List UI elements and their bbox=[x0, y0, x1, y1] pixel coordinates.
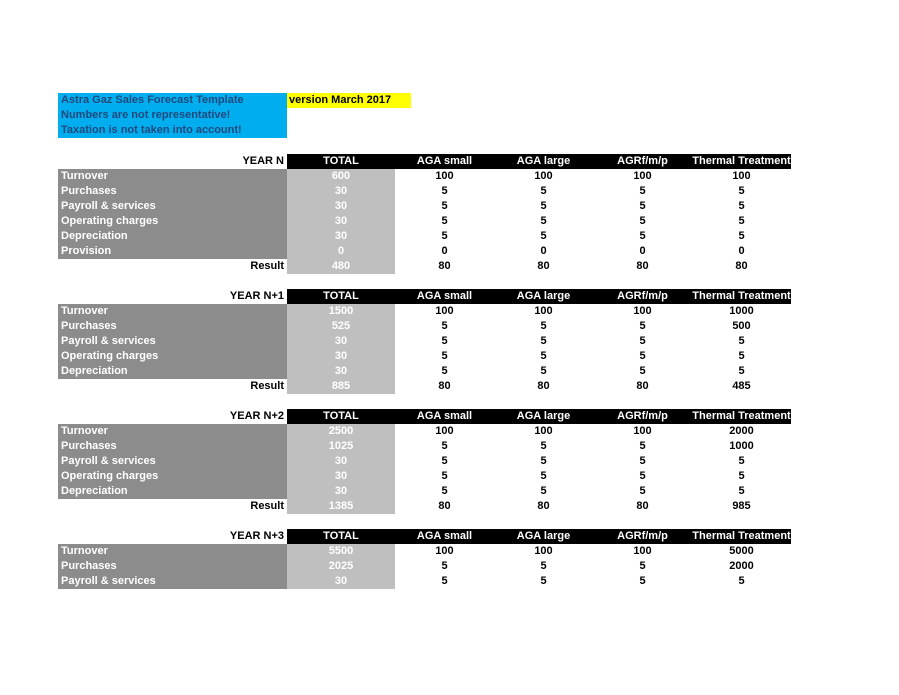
section-header-row bbox=[58, 529, 791, 544]
value-cell: 100 bbox=[494, 304, 593, 319]
result-label: Result bbox=[58, 259, 287, 274]
total-value: 30 bbox=[287, 334, 395, 349]
row-label: Turnover bbox=[58, 169, 287, 184]
table-row bbox=[58, 424, 791, 439]
forecast-sections bbox=[58, 154, 791, 604]
column-header: Thermal Treatment bbox=[692, 155, 791, 167]
value-cell: 0 bbox=[593, 244, 692, 259]
value-cell: 2000 bbox=[692, 424, 791, 439]
column-header: AGA large bbox=[494, 154, 593, 169]
value-cell: 500 bbox=[692, 319, 791, 334]
result-value: 80 bbox=[692, 259, 791, 274]
table-row bbox=[58, 454, 791, 469]
result-value: 80 bbox=[395, 379, 494, 394]
year-label: YEAR N+1 bbox=[58, 289, 287, 304]
table-row bbox=[58, 214, 791, 229]
column-header: TOTAL bbox=[287, 289, 395, 304]
row-label: Operating charges bbox=[58, 349, 287, 364]
result-value: 985 bbox=[692, 499, 791, 514]
row-label: Turnover bbox=[58, 544, 287, 559]
value-cell: 5 bbox=[593, 229, 692, 244]
value-cell: 5 bbox=[395, 229, 494, 244]
value-cell: 5 bbox=[395, 439, 494, 454]
value-cell: 0 bbox=[395, 244, 494, 259]
value-cell: 5 bbox=[494, 349, 593, 364]
value-cell: 5 bbox=[494, 574, 593, 589]
table-row bbox=[58, 559, 791, 574]
table-row bbox=[58, 169, 791, 184]
title-block bbox=[58, 93, 287, 138]
value-cell: 100 bbox=[494, 424, 593, 439]
row-label: Purchases bbox=[58, 319, 287, 334]
total-value: 5500 bbox=[287, 544, 395, 559]
value-cell: 5 bbox=[494, 454, 593, 469]
value-cell: 5 bbox=[494, 469, 593, 484]
value-cell: 1000 bbox=[692, 304, 791, 319]
result-label: Result bbox=[58, 379, 287, 394]
row-label: Payroll & services bbox=[58, 199, 287, 214]
value-cell: 0 bbox=[494, 244, 593, 259]
column-header: Thermal Treatment bbox=[692, 530, 791, 542]
value-cell: 100 bbox=[692, 169, 791, 184]
value-cell: 2000 bbox=[692, 559, 791, 574]
value-cell: 5 bbox=[395, 559, 494, 574]
year-section-0 bbox=[58, 154, 791, 274]
value-cell: 0 bbox=[692, 244, 791, 259]
value-cell: 5 bbox=[593, 214, 692, 229]
value-cell: 5 bbox=[494, 199, 593, 214]
total-value: 0 bbox=[287, 244, 395, 259]
value-cell: 5 bbox=[692, 364, 791, 379]
value-cell: 5 bbox=[593, 319, 692, 334]
row-label: Provision bbox=[58, 244, 287, 259]
total-value: 525 bbox=[287, 319, 395, 334]
result-value: 80 bbox=[395, 499, 494, 514]
total-value: 30 bbox=[287, 229, 395, 244]
result-row bbox=[58, 379, 791, 394]
section-rows bbox=[58, 544, 791, 589]
column-header: Thermal Treatment bbox=[692, 290, 791, 302]
total-value: 2025 bbox=[287, 559, 395, 574]
value-cell: 5 bbox=[593, 439, 692, 454]
value-cell: 5 bbox=[494, 484, 593, 499]
value-cell: 5 bbox=[692, 454, 791, 469]
value-cell: 5 bbox=[395, 214, 494, 229]
value-cell: 5 bbox=[692, 214, 791, 229]
value-cell: 100 bbox=[494, 169, 593, 184]
column-header: AGRf/m/p bbox=[593, 154, 692, 169]
result-value: 80 bbox=[593, 499, 692, 514]
value-cell: 5 bbox=[494, 559, 593, 574]
year-section-3 bbox=[58, 529, 791, 589]
value-cell: 5 bbox=[494, 439, 593, 454]
result-value: 80 bbox=[593, 259, 692, 274]
row-label: Operating charges bbox=[58, 214, 287, 229]
table-row bbox=[58, 364, 791, 379]
value-cell: 5 bbox=[395, 574, 494, 589]
total-value: 30 bbox=[287, 364, 395, 379]
value-cell: 5 bbox=[593, 199, 692, 214]
value-cell: 5 bbox=[593, 334, 692, 349]
value-cell: 5 bbox=[494, 319, 593, 334]
value-cell: 5 bbox=[692, 334, 791, 349]
value-cell: 100 bbox=[395, 424, 494, 439]
total-value: 1025 bbox=[287, 439, 395, 454]
value-cell: 100 bbox=[593, 304, 692, 319]
row-label: Depreciation bbox=[58, 364, 287, 379]
section-rows bbox=[58, 424, 791, 514]
column-header: AGA large bbox=[494, 529, 593, 544]
table-row bbox=[58, 349, 791, 364]
row-label: Turnover bbox=[58, 424, 287, 439]
value-cell: 5 bbox=[593, 349, 692, 364]
value-cell: 5 bbox=[692, 469, 791, 484]
column-header: AGA small bbox=[395, 529, 494, 544]
value-cell: 5 bbox=[395, 364, 494, 379]
section-header-row bbox=[58, 289, 791, 304]
total-value: 30 bbox=[287, 574, 395, 589]
row-label: Payroll & services bbox=[58, 574, 287, 589]
note-line-1: Numbers are not representative! bbox=[61, 109, 231, 121]
value-cell: 100 bbox=[395, 304, 494, 319]
value-cell: 5 bbox=[395, 199, 494, 214]
result-row bbox=[58, 499, 791, 514]
result-value: 80 bbox=[494, 499, 593, 514]
value-cell: 5 bbox=[494, 214, 593, 229]
section-rows bbox=[58, 304, 791, 394]
total-value: 1500 bbox=[287, 304, 395, 319]
value-cell: 5 bbox=[692, 199, 791, 214]
total-value: 30 bbox=[287, 454, 395, 469]
row-label: Payroll & services bbox=[58, 454, 287, 469]
table-row bbox=[58, 304, 791, 319]
section-header-row bbox=[58, 154, 791, 169]
section-header-row bbox=[58, 409, 791, 424]
value-cell: 5 bbox=[593, 184, 692, 199]
result-value: 80 bbox=[494, 259, 593, 274]
row-label: Purchases bbox=[58, 439, 287, 454]
row-label: Turnover bbox=[58, 304, 287, 319]
table-row bbox=[58, 199, 791, 214]
column-header: AGA small bbox=[395, 154, 494, 169]
column-header: AGRf/m/p bbox=[593, 409, 692, 424]
value-cell: 5000 bbox=[692, 544, 791, 559]
column-header: AGRf/m/p bbox=[593, 289, 692, 304]
result-row bbox=[58, 259, 791, 274]
value-cell: 5 bbox=[692, 349, 791, 364]
value-cell: 5 bbox=[395, 349, 494, 364]
version-label: version March 2017 bbox=[287, 93, 411, 108]
year-section-1 bbox=[58, 289, 791, 394]
table-row bbox=[58, 439, 791, 454]
value-cell: 5 bbox=[395, 319, 494, 334]
row-label: Purchases bbox=[58, 559, 287, 574]
value-cell: 5 bbox=[593, 454, 692, 469]
column-header: AGA large bbox=[494, 409, 593, 424]
table-row bbox=[58, 469, 791, 484]
value-cell: 5 bbox=[494, 364, 593, 379]
row-label: Purchases bbox=[58, 184, 287, 199]
table-row bbox=[58, 574, 791, 589]
row-label: Payroll & services bbox=[58, 334, 287, 349]
value-cell: 5 bbox=[395, 184, 494, 199]
value-cell: 5 bbox=[494, 334, 593, 349]
value-cell: 5 bbox=[692, 229, 791, 244]
total-value: 30 bbox=[287, 469, 395, 484]
table-row bbox=[58, 484, 791, 499]
result-total-value: 885 bbox=[287, 379, 395, 394]
value-cell: 100 bbox=[593, 169, 692, 184]
column-header: TOTAL bbox=[287, 529, 395, 544]
result-value: 80 bbox=[494, 379, 593, 394]
table-row bbox=[58, 184, 791, 199]
row-label: Operating charges bbox=[58, 469, 287, 484]
row-label: Depreciation bbox=[58, 229, 287, 244]
total-value: 30 bbox=[287, 484, 395, 499]
total-value: 30 bbox=[287, 184, 395, 199]
table-row bbox=[58, 229, 791, 244]
column-header: AGA large bbox=[494, 289, 593, 304]
result-total-value: 1385 bbox=[287, 499, 395, 514]
value-cell: 5 bbox=[593, 559, 692, 574]
page-title: Astra Gaz Sales Forecast Template bbox=[61, 94, 244, 106]
result-value: 80 bbox=[593, 379, 692, 394]
value-cell: 5 bbox=[692, 184, 791, 199]
year-section-2 bbox=[58, 409, 791, 514]
value-cell: 1000 bbox=[692, 439, 791, 454]
year-label: YEAR N+3 bbox=[58, 529, 287, 544]
value-cell: 5 bbox=[692, 484, 791, 499]
value-cell: 100 bbox=[593, 424, 692, 439]
year-label: YEAR N+2 bbox=[58, 409, 287, 424]
total-value: 30 bbox=[287, 349, 395, 364]
value-cell: 5 bbox=[395, 334, 494, 349]
value-cell: 100 bbox=[494, 544, 593, 559]
value-cell: 100 bbox=[593, 544, 692, 559]
value-cell: 100 bbox=[395, 544, 494, 559]
column-header: AGA small bbox=[395, 289, 494, 304]
column-header: TOTAL bbox=[287, 409, 395, 424]
result-label: Result bbox=[58, 499, 287, 514]
table-row bbox=[58, 244, 791, 259]
value-cell: 5 bbox=[593, 574, 692, 589]
value-cell: 100 bbox=[395, 169, 494, 184]
result-value: 80 bbox=[395, 259, 494, 274]
column-header: AGRf/m/p bbox=[593, 529, 692, 544]
value-cell: 5 bbox=[395, 484, 494, 499]
result-total-value: 480 bbox=[287, 259, 395, 274]
column-header: TOTAL bbox=[287, 154, 395, 169]
note-line-2: Taxation is not taken into account! bbox=[61, 124, 242, 136]
column-header: AGA small bbox=[395, 409, 494, 424]
value-cell: 5 bbox=[494, 229, 593, 244]
value-cell: 5 bbox=[593, 469, 692, 484]
row-label: Depreciation bbox=[58, 484, 287, 499]
total-value: 30 bbox=[287, 199, 395, 214]
value-cell: 5 bbox=[494, 184, 593, 199]
value-cell: 5 bbox=[593, 484, 692, 499]
year-label: YEAR N bbox=[58, 154, 287, 169]
total-value: 600 bbox=[287, 169, 395, 184]
value-cell: 5 bbox=[593, 364, 692, 379]
section-rows bbox=[58, 169, 791, 274]
column-header: Thermal Treatment bbox=[692, 410, 791, 422]
table-row bbox=[58, 334, 791, 349]
table-row bbox=[58, 544, 791, 559]
table-row bbox=[58, 319, 791, 334]
value-cell: 5 bbox=[395, 469, 494, 484]
total-value: 30 bbox=[287, 214, 395, 229]
result-value: 485 bbox=[692, 379, 791, 394]
value-cell: 5 bbox=[395, 454, 494, 469]
value-cell: 5 bbox=[692, 574, 791, 589]
total-value: 2500 bbox=[287, 424, 395, 439]
